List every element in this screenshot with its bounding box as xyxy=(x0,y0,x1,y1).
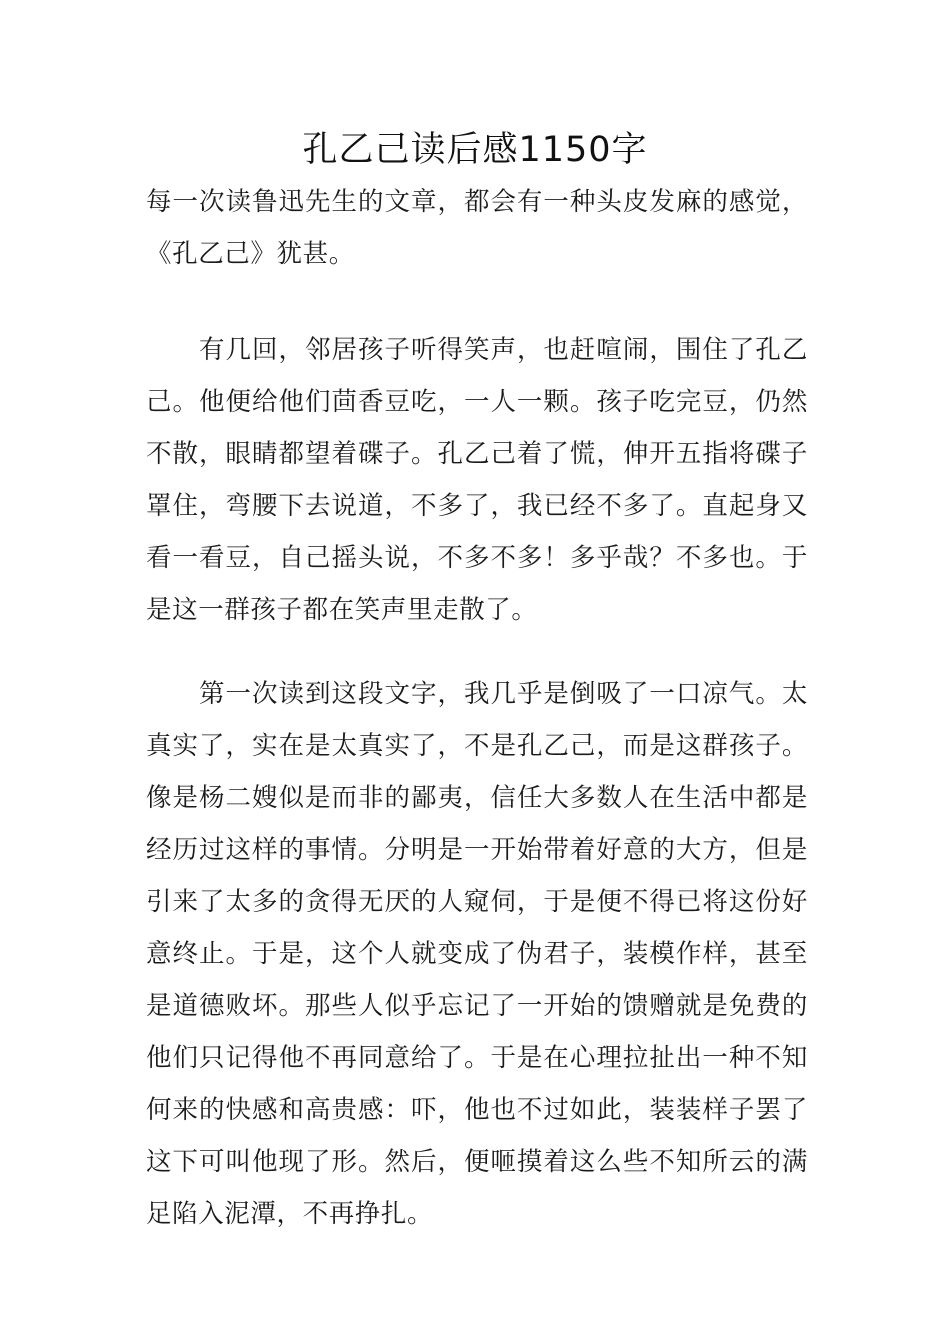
paragraph-quote: 有几回，邻居孩子听得笑声，也赶喧闹，围住了孔乙己。他便给他们茴香豆吃，一人一颗。孩子吃完豆，仍然不散，眼睛都望着碟子。孔乙己着了慌，伸开五指将碟子罩住，弯腰下去说道，不多了，我已经不多了。直起身又看一看豆，自己摇头说，不多不多！多乎哉？不多也。于是这一群孩子都在笑声里走散了。 xyxy=(146,335,808,625)
paragraph-intro: 每一次读鲁迅先生的文章，都会有一种头皮发麻的感觉，《孔乙己》犹甚。 xyxy=(146,187,808,269)
document-title: 孔乙己读后感1150字 xyxy=(302,130,648,170)
paragraph-reflection: 第一次读到这段文字，我几乎是倒吸了一口凉气。太真实了，实在是太真实了，不是孔乙己，而是这群孩子。像是杨二嫂似是而非的鄙夷，信任大多数人在生活中都是经历过这样的事情。分明是一开始带着好意的大方，但是引来了太多的贪得无厌的人窥伺，于是便不得已将这份好意终止。于是，这个人就变成了伪君子，装模作样，甚至是道德败坏。那些人似乎忘记了一开始的馈赠就是免费的他们只记得他不再同意给了。于是在心理拉扯出一种不知何来的快感和高贵感：吓，他也不过如此，装装样子罢了这下可叫他现了形。然后，便咂摸着这么些不知所云的满足陷入泥潭，不再挣扎。 xyxy=(146,679,808,1229)
